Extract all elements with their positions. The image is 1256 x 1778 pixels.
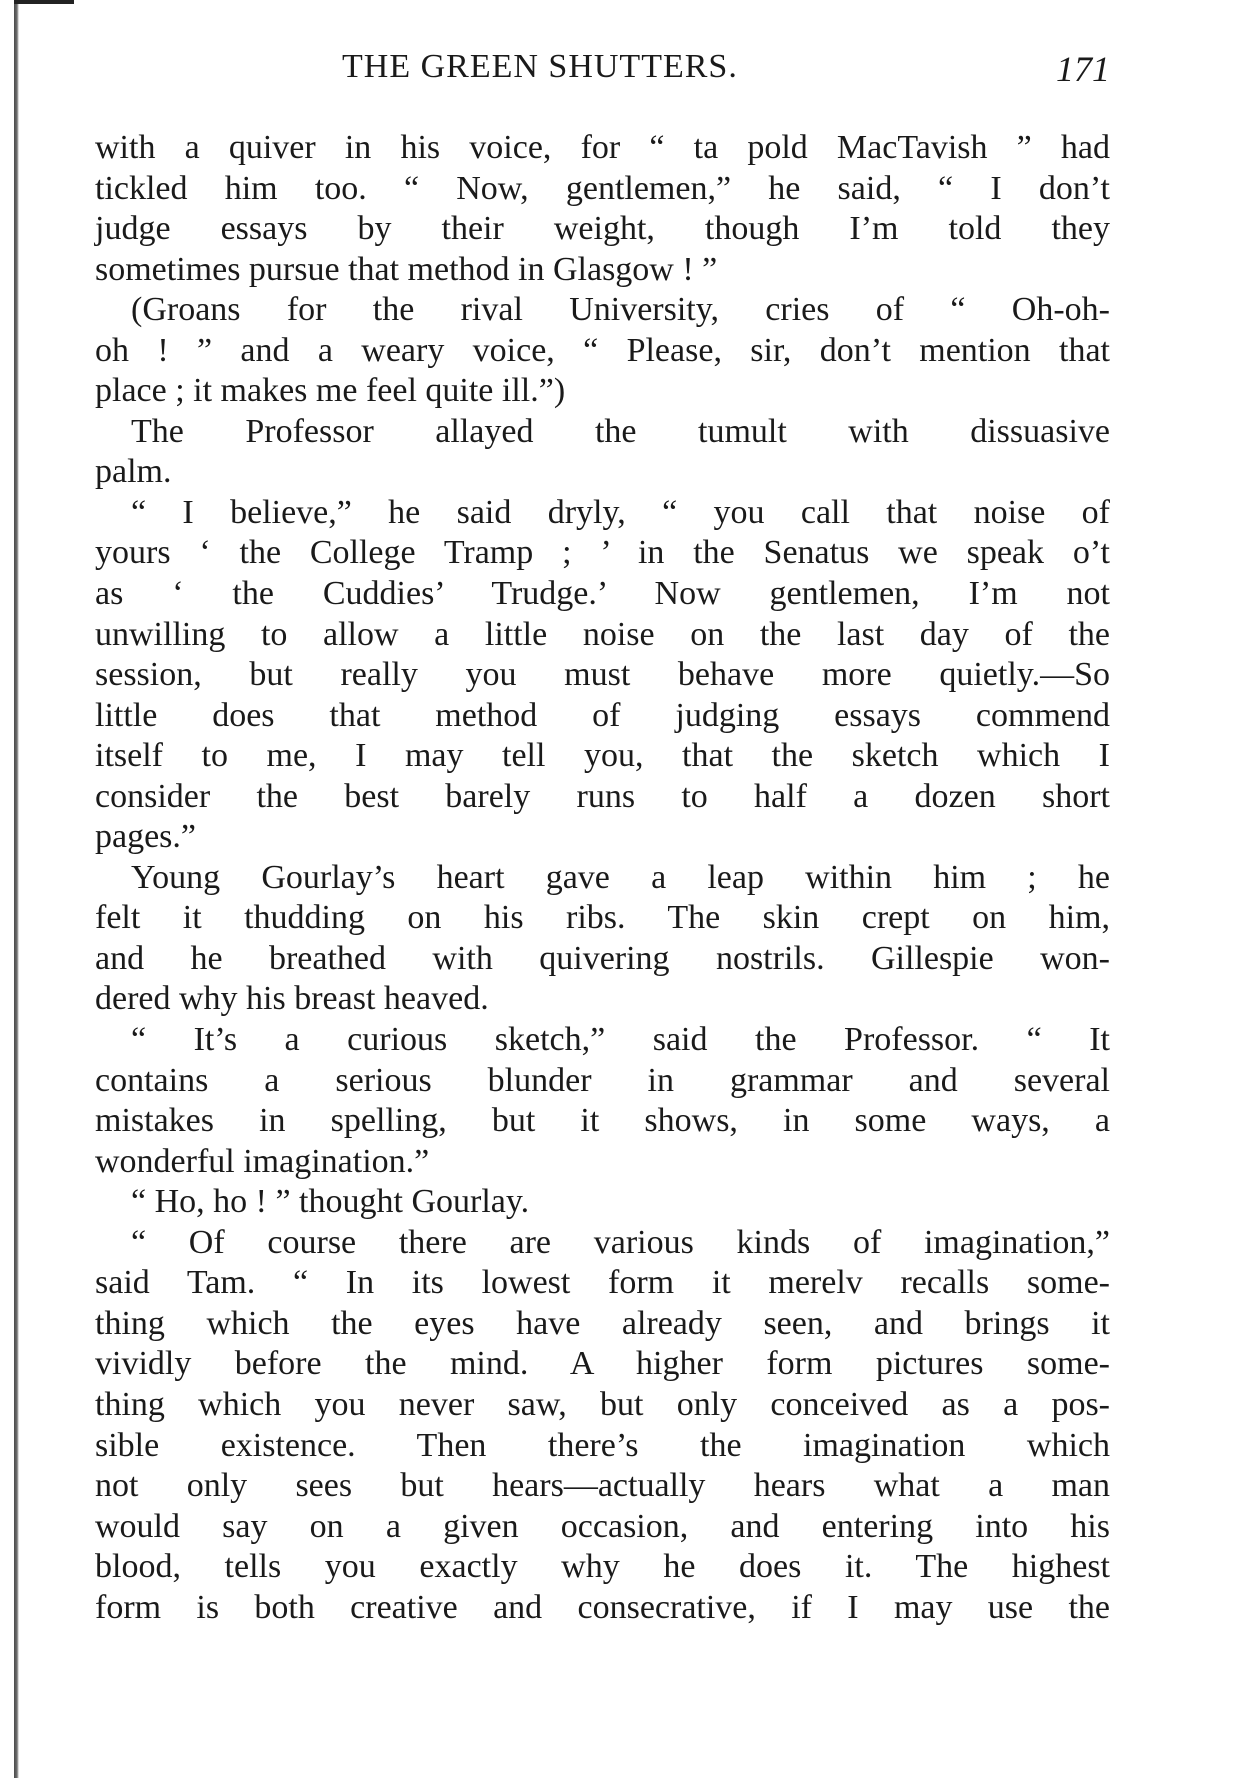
text-line: The Professor allayed the tumult with dissuasive: [131, 412, 1110, 450]
text-line: sometimes pursue that method in Glasgow ! ”: [95, 250, 718, 288]
text-line: thing which you never saw, but only conceived as a pos-: [95, 1385, 1110, 1423]
text-line: said Tam. “ In its lowest form it merelv recalls some-: [95, 1264, 1110, 1302]
text-line: Young Gourlay’s heart gave a leap within him ; he: [131, 858, 1110, 896]
text-line: (Groans for the rival University, cries of “ Oh-oh-: [131, 291, 1110, 329]
text-line: “ It’s a curious sketch,” said the Professor. “ It: [131, 1021, 1110, 1059]
page-header: [110, 48, 1110, 98]
text-line: form is both creative and consecrative, if I may use the: [95, 1588, 1110, 1626]
text-line: oh ! ” and a weary voice, “ Please, sir, don’t mention that: [95, 331, 1110, 369]
text-line: sible existence. Then there’s the imagination which: [95, 1426, 1110, 1464]
text-line: little does that method of judging essays commend: [95, 696, 1110, 734]
page-corner-mark: [14, 0, 74, 4]
text-line: pages.”: [95, 818, 197, 856]
text-line: itself to me, I may tell you, that the sketch which I: [95, 737, 1110, 775]
text-line: “ I believe,” he said dryly, “ you call that noise of: [131, 493, 1110, 531]
running-head: THE GREEN SHUTTERS.: [342, 48, 738, 85]
text-line: “ Of course there are various kinds of imagination,”: [131, 1223, 1110, 1261]
text-line: thing which the eyes have already seen, and brings it: [95, 1304, 1110, 1342]
text-line: dered why his breast heaved.: [95, 980, 489, 1018]
page-number: 171: [1056, 49, 1110, 89]
text-line: judge essays by their weight, though I’m told they: [95, 210, 1110, 248]
text-line: would say on a given occasion, and entering into his: [95, 1507, 1110, 1545]
text-line: not only sees but hears—actually hears what a man: [95, 1467, 1110, 1505]
text-line: place ; it makes me feel quite ill.”): [95, 372, 566, 410]
text-line: wonderful imagination.”: [95, 1142, 430, 1180]
page-left-edge: [14, 0, 19, 1778]
text-line: palm.: [95, 453, 172, 491]
text-line: “ Ho, ho ! ” thought Gourlay.: [131, 1183, 530, 1221]
text-line: session, but really you must behave more quietly.—So: [95, 656, 1110, 694]
body-text: [95, 128, 1110, 1628]
text-line: blood, tells you exactly why he does it. The highest: [95, 1548, 1110, 1586]
text-line: consider the best barely runs to half a dozen short: [95, 777, 1110, 815]
text-line: unwilling to allow a little noise on the last day of the: [95, 615, 1110, 653]
text-line: tickled him too. “ Now, gentlemen,” he said, “ I don’t: [95, 169, 1110, 207]
text-line: contains a serious blunder in grammar and several: [95, 1061, 1110, 1099]
text-line: with a quiver in his voice, for “ ta pold MacTavish ” had: [95, 129, 1110, 166]
text-line: mistakes in spelling, but it shows, in some ways, a: [95, 1102, 1110, 1140]
text-line: felt it thudding on his ribs. The skin crept on him,: [95, 899, 1110, 937]
text-line: yours ‘ the College Tramp ; ’ in the Senatus we speak o’t: [95, 534, 1110, 572]
text-line: as ‘ the Cuddies’ Trudge.’ Now gentlemen, I’m not: [95, 575, 1110, 613]
text-line: and he breathed with quivering nostrils. Gillespie won-: [95, 939, 1110, 977]
text-line: vividly before the mind. A higher form pictures some-: [95, 1345, 1110, 1383]
